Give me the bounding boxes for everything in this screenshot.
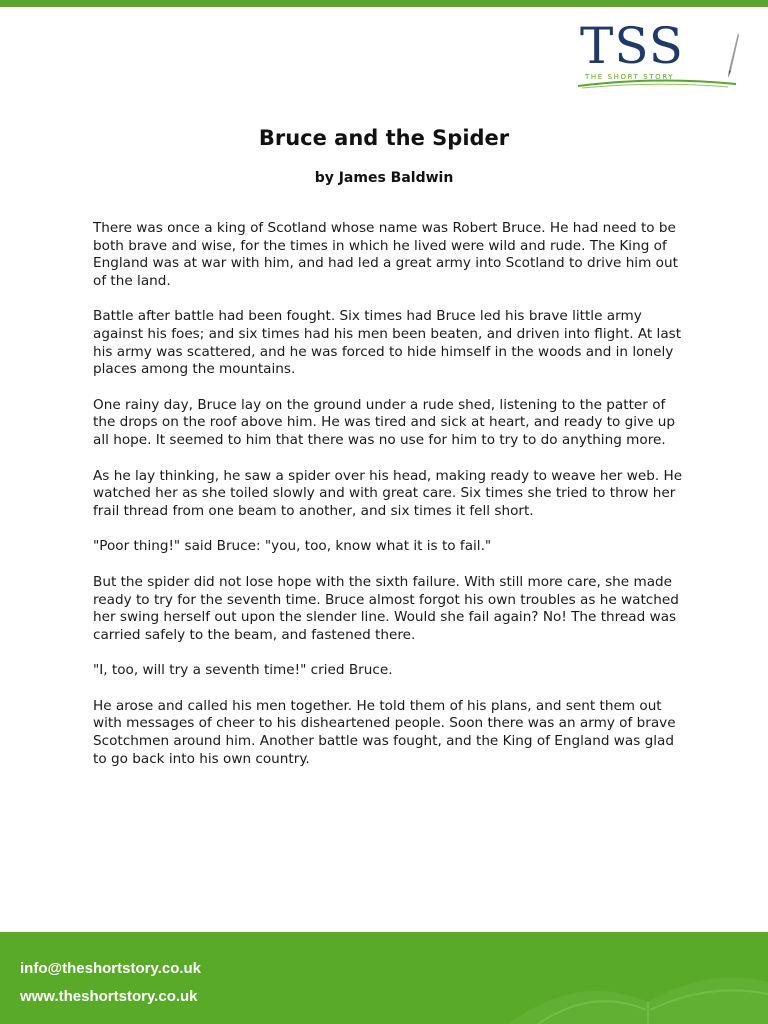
open-book-icon [468,932,768,1024]
tss-logo [576,18,744,90]
story-paragraph: One rainy day, Bruce lay on the ground under a rude shed, listening to the patter of the drops on the roof above him. He was tired and sick at heart, and ready to give up all hope. It seemed to him that there was no use for him to try to do anything more. [93,396,676,448]
logo-letters: TSS [580,17,684,75]
quill-pen-icon [726,32,740,82]
footer-website-link[interactable]: www.theshortstory.co.uk [20,988,198,1005]
top-accent-bar [0,0,768,7]
story-paragraph: "I, too, will try a seventh time!" cried Bruce. [93,662,393,679]
story-author: by James Baldwin [314,170,454,186]
footer-email-link[interactable]: info@theshortstory.co.uk [20,960,202,977]
story-paragraph: But the spider did not lose hope with the sixth failure. With still more care, she made ready to try for the seventh time. Bruce almost forgot his own troubles as he watched her swing herself out upon the slender line. Would she fail again? No! The thread was carried safely to the beam, and fastened there. [93,573,679,643]
story-body [93,220,683,786]
story-paragraph: There was once a king of Scotland whose name was Robert Bruce. He had need to be both brave and wise, for the times in which he lived were wild and rude. The King of England was at war with him, and had led a great army into Scotland to drive him out of the land. [93,220,678,289]
story-paragraph: He arose and called his men together. He told them of his plans, and sent them out with messages of cheer to his disheartened people. Soon there was an army of brave Scotchmen around him. Another battle was fought, and the King of England was glad to go back into his own country. [93,697,676,767]
story-title: Bruce and the Spider [258,126,510,150]
story-paragraph: As he lay thinking, he saw a spider over his head, making ready to weave her web. He watched her as she toiled slowly and with great care. Six times she tried to throw her frail thread from one beam to another, and six times it fell short. [93,467,683,519]
story-paragraph: "Poor thing!" said Bruce: "you, too, know what it is to fail." [93,538,492,555]
logo-tagline: THE SHORT STORY [585,73,675,81]
story-paragraph: Battle after battle had been fought. Six times had Bruce led his brave little army against his foes; and six times had his men been beaten, and driven into flight. At last his army was scattered, and he was forced to hide himself in the woods and in lonely places among the mountains. [93,308,682,378]
footer-band [0,932,768,1024]
